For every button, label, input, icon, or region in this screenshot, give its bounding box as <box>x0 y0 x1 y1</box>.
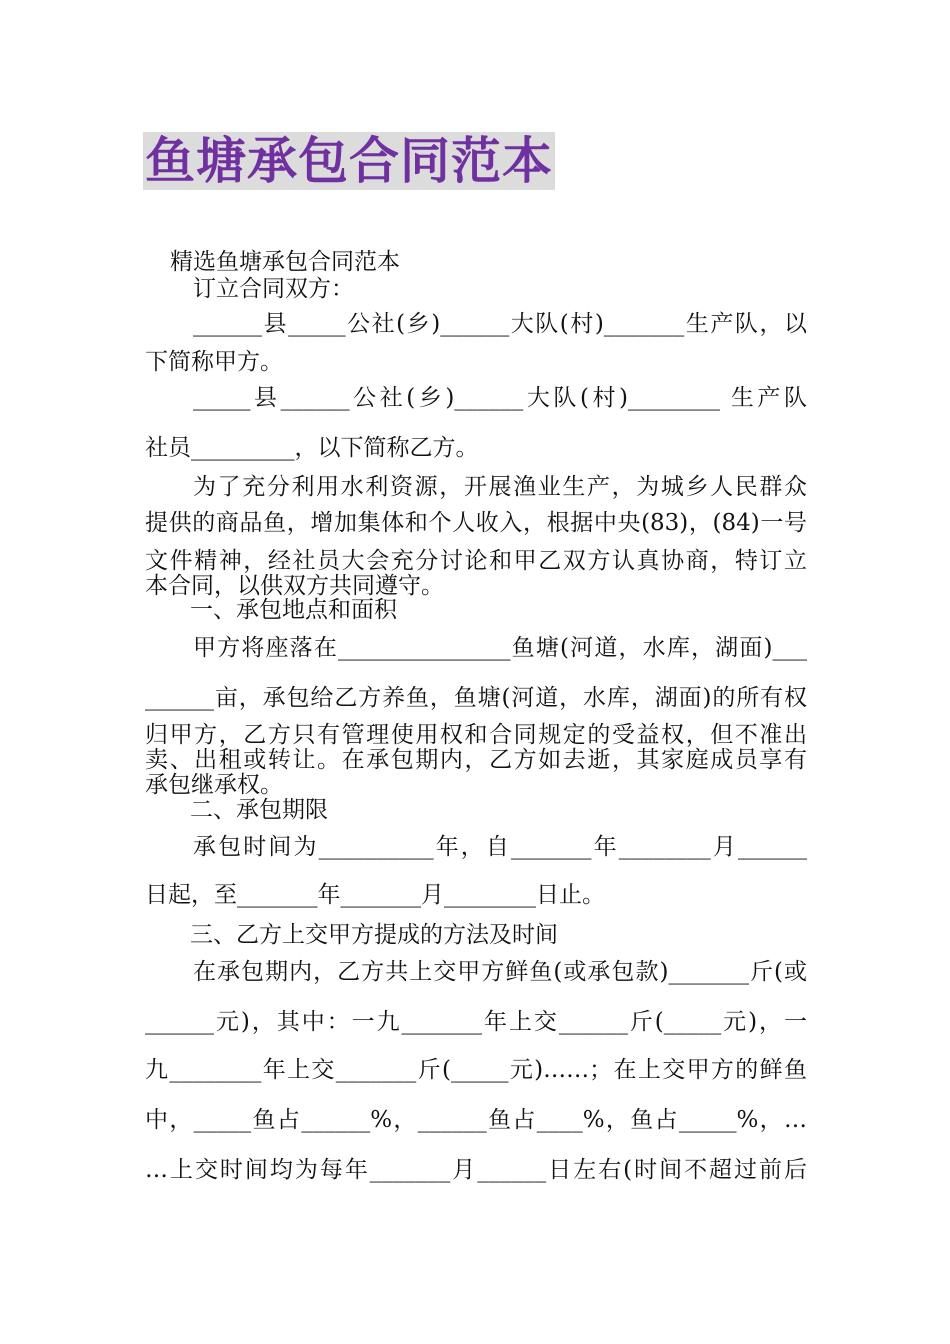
paragraph-line: 中，_____鱼占______%，______鱼占____%，鱼占_____%，… <box>145 1107 807 1133</box>
paragraph-line: 九________年上交_______斤(_____元)……；在上交甲方的鲜鱼 <box>145 1057 807 1083</box>
paragraph-line: ______亩，承包给乙方养鱼，鱼塘(河道，水库，湖面)的所有权 <box>145 685 807 711</box>
paragraph-line: 承包继承权。 <box>145 772 283 798</box>
paragraph-line: ______县_____公社(乡)______大队(村)_______生产队，以 <box>193 311 807 337</box>
paragraph-line: 甲方将座落在_______________鱼塘(河道，水库，湖面)___ <box>193 635 807 661</box>
paragraph-line: 在承包期内，乙方共上交甲方鲜鱼(或承包款)_______斤(或 <box>193 959 807 985</box>
document-title: 鱼塘承包合同范本 <box>145 132 553 190</box>
paragraph-line: 订立合同双方： <box>193 276 354 302</box>
paragraph-line: 下简称甲方。 <box>145 349 283 375</box>
paragraph-line: 卖、出租或转让。在承包期内，乙方如去逝，其家庭成员享有 <box>145 747 807 773</box>
paragraph-line: 提供的商品鱼，增加集体和个人收入，根据中央(83)，(84)一号 <box>145 510 807 536</box>
section-heading: 一、承包地点和面积 <box>190 597 397 623</box>
paragraph-line: 本合同，以供双方共同遵守。 <box>145 573 444 599</box>
paragraph-line: 承包时间为__________年，自_______年________月______ <box>193 834 807 860</box>
paragraph-line: …上交时间均为每年_______月______日左右(时间不超过前后 <box>145 1157 807 1183</box>
paragraph-line: 日起，至_______年_______月________日止。 <box>145 882 605 908</box>
subtitle: 精选鱼塘承包合同范本 <box>170 249 400 275</box>
paragraph-line: 归甲方，乙方只有管理使用权和合同规定的受益权，但不准出 <box>145 722 807 748</box>
paragraph-line: 社员_________，以下简称乙方。 <box>145 435 479 461</box>
paragraph-line: 文件精神，经社员大会充分讨论和甲乙双方认真协商，特订立 <box>145 548 807 574</box>
section-heading: 三、乙方上交甲方提成的方法及时间 <box>190 922 558 948</box>
section-heading: 二、承包期限 <box>190 797 328 823</box>
paragraph-line: 为了充分利用水利资源，开展渔业生产，为城乡人民群众 <box>193 474 807 500</box>
paragraph-line: ______元)，其中：一九_______年上交______斤(_____元)，一 <box>145 1009 807 1035</box>
paragraph-line: _____县______公社(乡)______大队(村)________ 生产队 <box>193 385 807 411</box>
